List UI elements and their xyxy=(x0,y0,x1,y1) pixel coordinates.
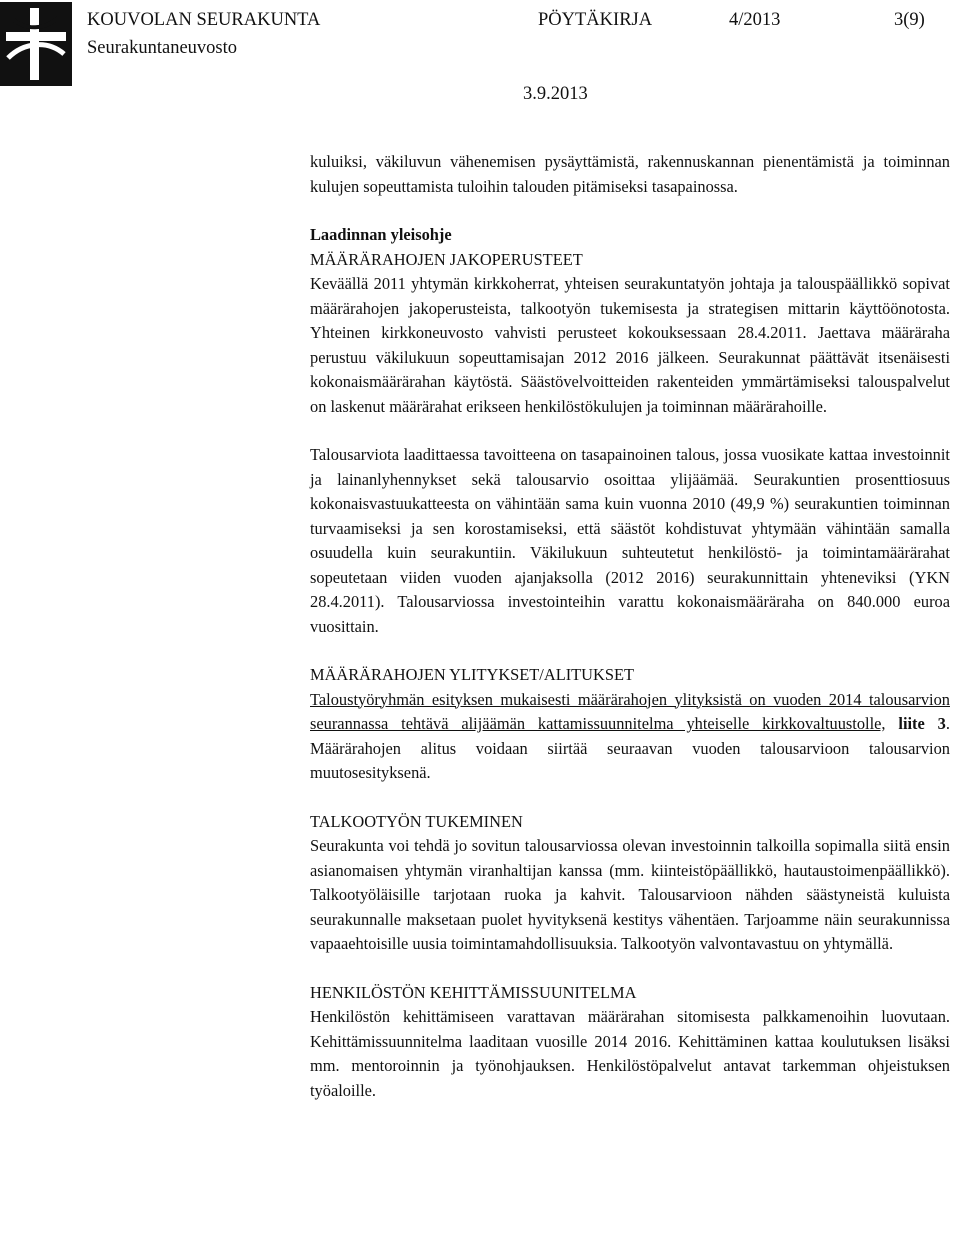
guidance-paragraph-2: Talousarviota laadittaessa tavoitteena on tasapainoinen talous, jossa vuosikate kattaa investoinnit ja lainanlyhennykset sekä talousarvio osoittaa ylijäämää. Seurakuntien prosenttiosuus kokonaisvastuukatteesta on vähintään sama kuin vuonna 2010 (49,9 %) seurakuntien toiminnan turvaamiseksi ja sen korostamiseksi, että säästöt kohdistuvat yhtymään vähintään samalla osuudella kuin seurakuntiin. Väkilukuun suhteutetut henkilöstö- ja toimintamäärärahat sopeutetaan viiden vuoden ajanjaksolla (2012 2016) seurakunnittain yhteneviksi (YKN 28.4.2011). Talousarviossa investointeihin varattu kokonaismääräraha on 840.000 euroa vuosittain. xyxy=(310,445,950,636)
document-body xyxy=(310,150,950,1103)
organization-name: KOUVOLAN SEURAKUNTA xyxy=(87,10,321,30)
development-paragraph: Henkilöstön kehittämiseen varattavan määrärahan sitomisesta palkkamenoihin luovutaan. Kehittämissuunnitelma laaditaan vuosille 2014 2016. Kehittäminen kattaa koulutuksen lisäksi mm. mentoroinnin ja työnohjauksen. Henkilöstöpalvelut antavat tarkemman ohjeistuksen työaloille. xyxy=(310,1007,950,1100)
volunteer-paragraph: Seurakunta voi tehdä jo sovitun talousarviossa olevan investoinnin talkoilla sopimalla siitä ensin asianomaisen yhtymän viranhaltijan kanssa (mm. kiinteistöpäällikkö, hautaustoimenpäällikkö). Talkootyöläisille tarjotaan ruoka ja kahvit. Talousarvioon nähden säästyneistä kuluista seurakunnalle maksetaan puolet hyvityksenä kestitys vähentäen. Tarjoamme näin seurakunnissa vapaaehtoisille uusia toimintamahdollisuuksia. Talkootyön valvontavastuu on yhtymällä. xyxy=(310,836,950,953)
document-type: PÖYTÄKIRJA xyxy=(538,10,653,30)
overruns-paragraph xyxy=(310,688,950,786)
development-heading: HENKILÖSTÖN KEHITTÄMISSUUNITELMA xyxy=(310,982,637,1002)
church-cross-logo-icon xyxy=(0,2,72,86)
page-number: 3(9) xyxy=(894,10,925,30)
guidance-title: Laadinnan yleisohje xyxy=(310,225,452,244)
overruns-heading: MÄÄRÄRAHOJEN YLITYKSET/ALITUKSET xyxy=(310,665,634,684)
guidance-paragraph-1: Keväällä 2011 yhtymän kirkkoherrat, yhteisen seurakuntatyön johtaja ja talouspäällikkö sopivat määrärahojen jakoperusteista, talkootyön tukemisesta ja strategisen mittarin käyttöönotosta. Yhteinen kirkkoneuvosto vahvisti perusteet kokouksessaan 28.4.2011. Jaettava määräraha perustuu väkilukuun sopeuttamisajan 2012 2016 jälkeen. Seurakunnat päättävät itsenäisesti kokonaismäärärahan käytöstä. Säästövelvoitteiden rakenteiden ymmärtämiseksi talouspalvelut on laskenut määrärahat erikseen henkilöstökulujen ja toiminnan määrärahoille. xyxy=(310,274,950,416)
overruns-rest-text: . Määrärahojen alitus voidaan siirtää seuraavan vuoden talousarvioon talousarvion muutosesityksenä. xyxy=(310,714,950,782)
document-date: 3.9.2013 xyxy=(523,84,588,104)
attachment-reference: liite 3 xyxy=(898,714,946,733)
intro-paragraph: kuluiksi, väkiluvun vähenemisen pysäyttämistä, rakennuskannan pienentämistä ja toiminnan kulujen sopeuttamista tuloihin talouden pitämiseksi tasapainossa. xyxy=(310,152,950,196)
document-number: 4/2013 xyxy=(729,10,781,30)
volunteer-heading: TALKOOTYÖN TUKEMINEN xyxy=(310,811,523,831)
organization-unit: Seurakuntaneuvosto xyxy=(87,38,238,58)
overruns-underlined-text: Taloustyöryhmän esityksen mukaisesti määrärahojen ylityksistä on vuoden 2014 talousarvion seurannassa tehtävä alijäämän kattamissuunnitelma yhteiselle kirkkovaltuustolle, xyxy=(310,689,950,733)
guidance-subtitle: MÄÄRÄRAHOJEN JAKOPERUSTEET xyxy=(310,249,583,269)
